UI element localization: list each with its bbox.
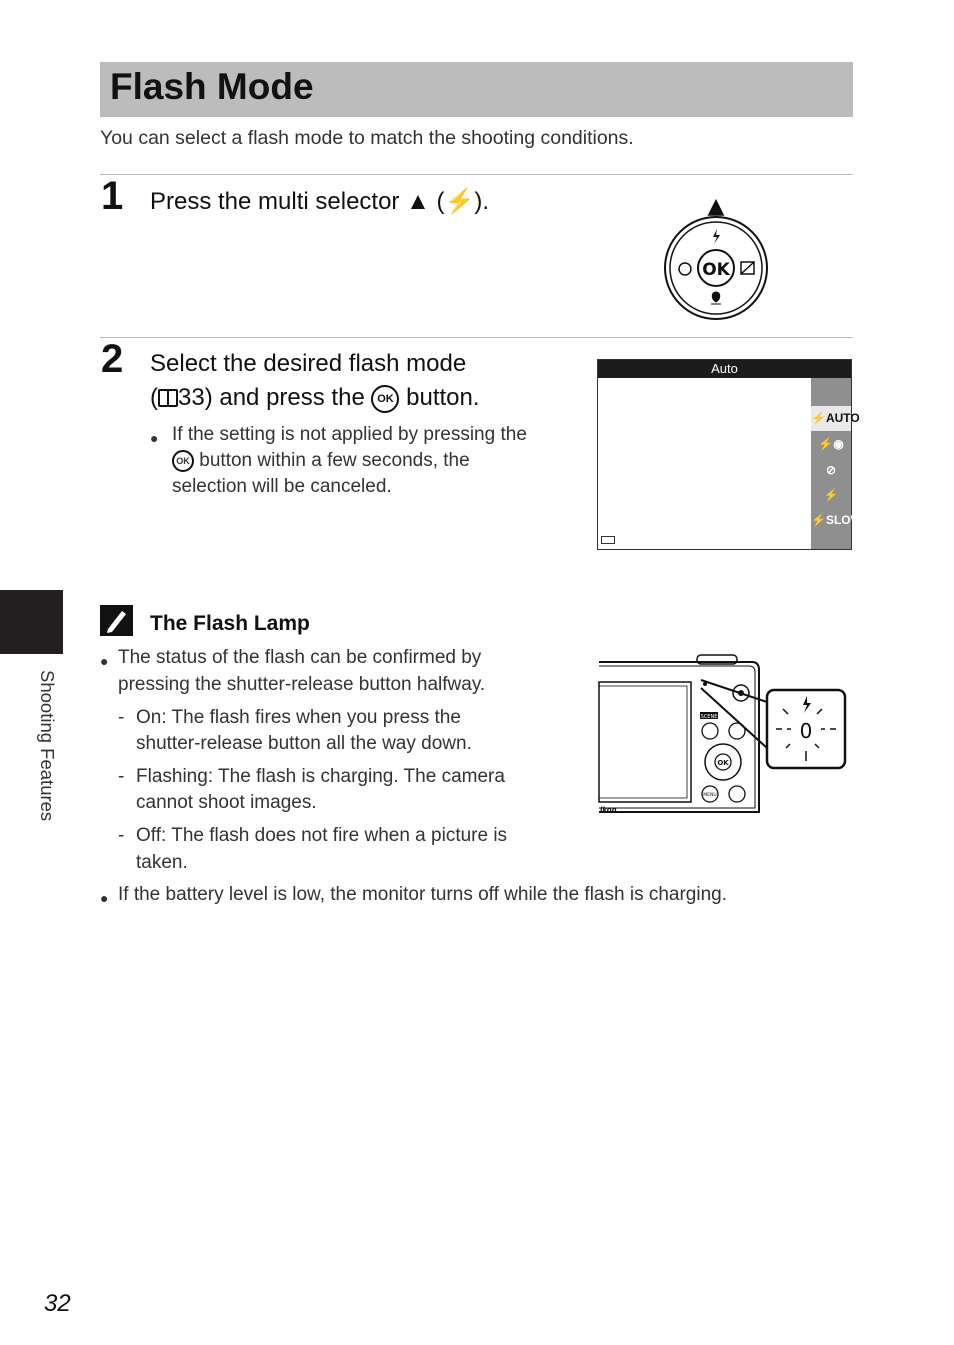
ok-button-icon: OK (172, 450, 194, 472)
chapter-tab (0, 590, 63, 654)
note-sub-item-line: On: The flash fires when you press the (136, 707, 461, 728)
flash-mode-auto[interactable]: ⚡AUTO (811, 406, 851, 431)
note-bullet-line-1: The status of the flash can be confirmed by (118, 647, 482, 668)
step-2-line-1: Select the desired flash mode (150, 350, 467, 377)
note-sub-item-line: shutter-release button all the way down. (136, 733, 472, 754)
self-timer-icon (679, 263, 691, 275)
svg-text:MENU: MENU (703, 793, 717, 798)
macro-icon (711, 292, 721, 304)
page-reference: 33 (178, 384, 205, 411)
camera-screen (597, 359, 862, 550)
step-1-text-after: (⚡). (429, 188, 490, 215)
up-arrow-icon: ▲ (406, 188, 430, 215)
multi-selector-diagram (660, 190, 775, 325)
step-2-note-line-2: OK button within a few seconds, the (172, 448, 470, 474)
svg-text:ikon: ikon (600, 806, 617, 814)
flash-mode-red-eye[interactable]: ⚡◉ (818, 437, 844, 451)
pencil-icon (100, 605, 133, 636)
page-title: Flash Mode (110, 66, 314, 107)
svg-text:0: 0 (799, 719, 813, 743)
bullet-icon: ● (150, 430, 159, 446)
svg-text:OK: OK (717, 759, 729, 767)
divider (100, 337, 853, 338)
note-sub-item-line: Flashing: The flash is charging. The camera (136, 766, 505, 787)
note-sub-item-line: taken. (136, 852, 188, 873)
title-bar (100, 62, 853, 117)
dash-icon: - (118, 766, 125, 787)
delete-button (729, 786, 745, 802)
note-title: The Flash Lamp (150, 612, 310, 635)
step-2-line-2: ( 33) and press the OK button. (150, 384, 480, 411)
bullet-icon: ● (100, 653, 109, 669)
step-2-number: 2 (101, 337, 124, 381)
camera-back-illustration (597, 652, 849, 822)
intro-text: You can select a flash mode to match the shooting conditions. (100, 127, 634, 149)
monitor (599, 682, 691, 802)
step-2-note-line-3: selection will be canceled. (172, 476, 392, 497)
camera-mode-button (702, 723, 718, 739)
screen-header: Auto (598, 360, 851, 378)
flash-mode-slow-sync[interactable]: ⚡SLOW (811, 513, 862, 527)
pencil-note-icon (100, 605, 133, 636)
note-final-bullet: If the battery level is low, the monitor turns off while the flash is charging. (118, 884, 728, 905)
note-bullet-line-2: pressing the shutter-release button halfway. (118, 674, 486, 695)
step-1-number: 1 (101, 174, 124, 218)
page-number: 32 (44, 1290, 71, 1317)
dash-icon: - (118, 707, 125, 728)
flash-mode-menu (811, 378, 862, 549)
note-sub-item-line: cannot shoot images. (136, 792, 317, 813)
ok-label: OK (702, 260, 730, 280)
flash-mode-fill[interactable]: ⚡ (823, 488, 839, 502)
flash-icon (713, 229, 720, 244)
bullet-icon: ● (100, 890, 109, 906)
battery-icon (601, 536, 615, 544)
chapter-label: Shooting Features (37, 670, 58, 822)
divider (100, 174, 853, 175)
dash-icon: - (118, 825, 125, 846)
ok-button-icon: OK (371, 385, 399, 413)
up-arrow-icon: ▲ (707, 194, 725, 219)
svg-text:SCENE: SCENE (700, 714, 718, 720)
step-2-note-line-1: If the setting is not applied by pressing the (172, 424, 527, 445)
step-1-text (150, 185, 489, 219)
note-sub-item-line: Off: The flash does not fire when a picture is (136, 825, 508, 846)
flash-mode-off[interactable]: ⊘ (825, 463, 837, 477)
step-1-text-before: Press the multi selector (150, 188, 407, 215)
page-reference-icon (158, 389, 178, 407)
